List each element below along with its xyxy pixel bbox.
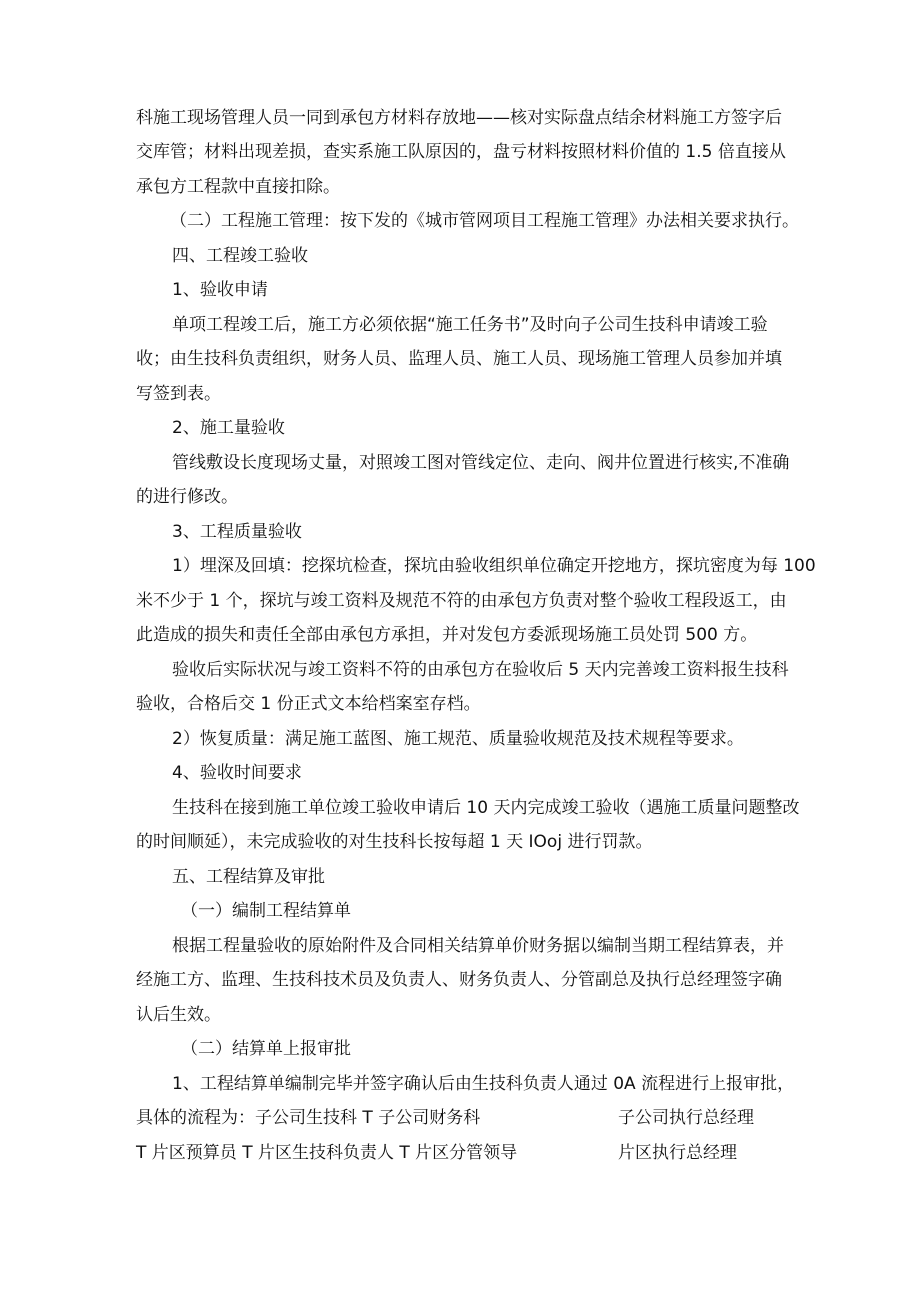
paragraph-line-right: 子公司执行总经理 [618,1108,754,1128]
paragraph-line: 承包方工程款中直接扣除。 [136,177,340,197]
paragraph-line: 根据工程量验收的原始附件及合同相关结算单价财务据以编制当期工程结算表，并 [172,936,784,956]
item-heading: 2、施工量验收 [172,418,285,438]
paragraph-line: 写签到表。 [136,384,221,404]
paragraph-line: 收；由生技科负责组织，财务人员、监理人员、施工人员、现场施工管理人员参加并填 [136,349,782,369]
paragraph-line: 管线敷设长度现场丈量，对照竣工图对管线定位、走向、阀井位置进行核实,不准确 [172,453,790,473]
paragraph-line: T 片区预算员 T 片区生技科负责人 T 片区分管领导 [136,1143,518,1163]
paragraph-line: 单项工程竣工后，施工方必须依据“施工任务书”及时向子公司生技科申请竣工验 [172,315,768,335]
item-heading: 1、验收申请 [172,280,268,300]
paragraph-line: 验收，合格后交 1 份正式文本给档案室存档。 [136,694,481,714]
paragraph-line: 生技科在接到施工单位竣工验收申请后 10 天内完成竣工验收（遇施工质量问题整改 [172,798,800,818]
item-heading: 4、验收时间要求 [172,763,302,783]
paragraph-line: 具体的流程为：子公司生技科 T 子公司财务科 [136,1108,481,1128]
paragraph-line: 的时间顺延），未完成验收的对生技科长按每超 1 天 IOoj 进行罚款。 [136,832,653,852]
paragraph-line: 认后生效。 [136,1005,221,1025]
subsection-heading: （二）结算单上报审批 [181,1039,351,1059]
paragraph-line: 经施工方、监理、生技科技术员及负责人、财务负责人、分管副总及执行总经理签字确 [136,970,782,990]
item-heading: 3、工程质量验收 [172,522,302,542]
paragraph-line: 此造成的损失和责任全部由承包方承担，并对发包方委派现场施工员处罚 500 方。 [136,625,758,645]
section-heading: 四、工程竣工验收 [172,246,308,266]
section-heading: 五、工程结算及审批 [172,867,325,887]
paragraph-line: （二）工程施工管理：按下发的《城市管网项目工程施工管理》办法相关要求执行。 [170,211,799,231]
paragraph-line: 2）恢复质量：满足施工蓝图、施工规范、质量验收规范及技术规程等要求。 [172,729,744,749]
paragraph-line: 交库管；材料出现差损，查实系施工队原因的，盘亏材料按照材料价值的 1.5 倍直接从 [136,142,786,162]
subsection-heading: （一）编制工程结算单 [181,901,351,921]
paragraph-line: 科施工现场管理人员一同到承包方材料存放地——核对实际盘点结余材料施工方签字后 [136,108,782,128]
paragraph-line: 验收后实际状况与竣工资料不符的由承包方在验收后 5 天内完善竣工资料报生技科 [172,660,789,680]
paragraph-line-right: 片区执行总经理 [618,1143,737,1163]
paragraph-line: 的进行修改。 [136,487,238,507]
paragraph-line: 1）埋深及回填：挖探坑检查，探坑由验收组织单位确定开挖地方，探坑密度为每 100 [172,556,816,576]
paragraph-line: 米不少于 1 个，探坑与竣工资料及规范不符的由承包方负责对整个验收工程段返工，由 [136,591,787,611]
paragraph-line: 1、工程结算单编制完毕并签字确认后由生技科负责人通过 0A 流程进行上报审批， [172,1074,795,1094]
